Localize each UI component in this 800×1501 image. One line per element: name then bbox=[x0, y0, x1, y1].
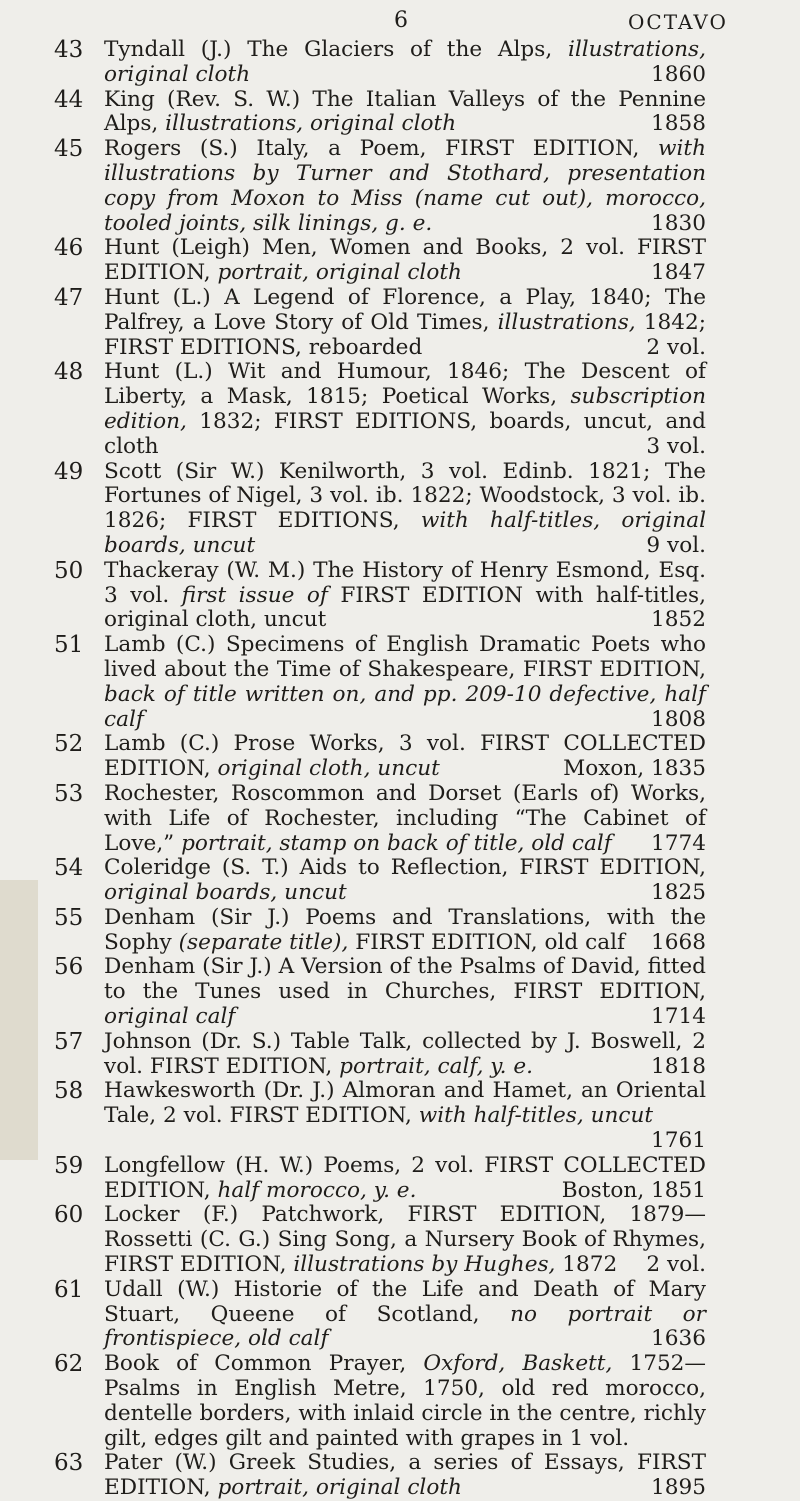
lot-title: Longfellow (H. W.) Poems, 2 vol. FIRST COLLECTED EDITION, bbox=[104, 1152, 706, 1203]
lot-condition: (separate title), bbox=[178, 929, 349, 955]
lot-number: 49 bbox=[54, 458, 84, 485]
lot-title: Lamb (C.) Prose Works, 3 vol. FIRST COLLECTED EDITION, bbox=[104, 731, 706, 782]
lot-description bbox=[104, 906, 706, 956]
lot-title: Hunt (L.) A Legend of Florence, a Play, 1840; The Palfrey, a Love Story of Old Times, bbox=[104, 284, 706, 335]
running-head: OCTAVO bbox=[628, 10, 728, 34]
lot-description bbox=[104, 856, 706, 906]
lot-date: 1830 bbox=[651, 210, 706, 236]
lot-number: 62 bbox=[54, 1351, 84, 1378]
lot-date: 1858 bbox=[651, 111, 706, 137]
lot-condition: half morocco, y. e. bbox=[217, 1177, 417, 1203]
lot-entry bbox=[0, 1352, 800, 1451]
lot-number: 50 bbox=[54, 557, 84, 584]
lot-condition: subscription edition, bbox=[104, 384, 706, 434]
lot-condition: original cloth, uncut bbox=[217, 756, 440, 782]
lot-description bbox=[104, 1154, 706, 1204]
lot-details: 1832; FIRST EDITIONS, boards, uncut, and cloth bbox=[104, 408, 706, 459]
lot-description bbox=[104, 1079, 706, 1153]
lot-date: 1761 bbox=[651, 1128, 706, 1154]
lot-description bbox=[104, 1278, 706, 1352]
lot-description bbox=[104, 360, 706, 459]
lot-entry bbox=[0, 88, 800, 138]
lot-details: FIRST EDITION with half-titles, original cloth, uncut bbox=[104, 582, 706, 633]
lot-entry bbox=[0, 1030, 800, 1080]
lot-entry bbox=[0, 955, 800, 1029]
lot-title: Hawkesworth (Dr. J.) Almoran and Hamet, an Oriental Tale, 2 vol. FIRST EDITION, bbox=[104, 1078, 706, 1129]
lot-number: 58 bbox=[54, 1078, 84, 1105]
lot-title: Tyndall (J.) The Glaciers of the Alps, bbox=[104, 37, 568, 62]
lot-title: Book of Common Prayer, bbox=[104, 1351, 424, 1377]
lot-condition: portrait, stamp on back of title, old calf bbox=[181, 830, 612, 856]
lot-entry bbox=[0, 856, 800, 906]
lot-title: Johnson (Dr. S.) Table Talk, collected by J. Boswell, 2 vol. FIRST EDITION, bbox=[104, 1028, 706, 1079]
lot-title: Hunt (Leigh) Men, Women and Books, 2 vol. FIRST EDITION, bbox=[104, 235, 706, 286]
lot-title: Locker (F.) Patchwork, FIRST EDITION, 1879—Rossetti (C. G.) Sing Song, a Nursery Book of Rhymes, FIRST EDITION, bbox=[104, 1202, 706, 1278]
lot-title: Thackeray (W. M.) The History of Henry Esmond, Esq. 3 vol. bbox=[104, 557, 706, 608]
lot-title: Hunt (L.) Wit and Humour, 1846; The Descent of Liberty, a Mask, 1815; Poetical Works, bbox=[104, 359, 706, 410]
lot-description bbox=[104, 1203, 706, 1277]
lot-description bbox=[104, 1352, 706, 1451]
lot-entry bbox=[0, 1079, 800, 1153]
lot-date: 1847 bbox=[651, 260, 706, 286]
lot-entry bbox=[0, 137, 800, 236]
lot-condition: Oxford, Baskett, bbox=[423, 1351, 613, 1377]
lot-details: 1842; FIRST EDITIONS, reboarded bbox=[104, 309, 707, 360]
catalogue-lots bbox=[0, 38, 800, 1501]
lot-entry bbox=[0, 906, 800, 956]
lot-entry bbox=[0, 360, 800, 459]
lot-date: 1852 bbox=[651, 607, 706, 633]
lot-number: 47 bbox=[54, 284, 84, 311]
lot-title: Lamb (C.) Specimens of English Dramatic Poets who lived about the Time of Shakespeare, FIRST EDITION, bbox=[104, 632, 706, 682]
lot-condition: portrait, original cloth bbox=[217, 1475, 462, 1501]
lot-number: 52 bbox=[54, 731, 84, 758]
lot-description bbox=[104, 460, 706, 559]
lot-description bbox=[104, 955, 706, 1029]
lot-description bbox=[104, 1451, 706, 1501]
lot-condition: illustrations by Hughes, bbox=[293, 1252, 556, 1278]
lot-details: FIRST EDITION, old calf bbox=[348, 929, 625, 955]
lot-number: 60 bbox=[54, 1202, 84, 1229]
lot-entry bbox=[0, 1278, 800, 1352]
lot-number: 57 bbox=[54, 1028, 84, 1055]
lot-description bbox=[104, 137, 706, 236]
lot-number: 56 bbox=[54, 954, 84, 981]
lot-description bbox=[104, 38, 706, 88]
lot-number: 43 bbox=[54, 37, 84, 63]
lot-condition: original calf bbox=[104, 1004, 236, 1030]
lot-entry bbox=[0, 732, 800, 782]
lot-title: Udall (W.) Historie of the Life and Death of Mary Stuart, Queene of Scotland, bbox=[104, 1276, 706, 1327]
lot-entry bbox=[0, 236, 800, 286]
lot-entry bbox=[0, 633, 800, 732]
lot-condition: illustrations, bbox=[497, 309, 636, 335]
lot-description bbox=[104, 633, 706, 732]
lot-number: 61 bbox=[54, 1276, 84, 1303]
lot-number: 53 bbox=[54, 780, 84, 807]
lot-condition: with half-titles, uncut bbox=[418, 1103, 654, 1129]
lot-entry bbox=[0, 559, 800, 633]
lot-condition: illustrations, original cloth bbox=[104, 37, 706, 87]
lot-entry bbox=[0, 1154, 800, 1204]
lot-date: 1668 bbox=[651, 929, 706, 955]
lot-condition: original boards, uncut bbox=[104, 880, 347, 906]
lot-entry bbox=[0, 286, 800, 360]
lot-title: Denham (Sir J.) A Version of the Psalms of David, fitted to the Tunes used in Churches, FIRST EDITION, bbox=[104, 954, 706, 1005]
lot-date: 1818 bbox=[651, 1053, 706, 1079]
lot-description bbox=[104, 286, 706, 360]
lot-date: 2 vol. bbox=[646, 1252, 706, 1278]
lot-date: 1895 bbox=[651, 1475, 706, 1501]
page-header bbox=[0, 8, 800, 38]
lot-condition: back of title written on, and pp. 209-10 defective, half calf bbox=[104, 681, 706, 732]
lot-entry bbox=[0, 38, 800, 88]
lot-condition: portrait, calf, y. e. bbox=[339, 1053, 534, 1079]
page-number: 6 bbox=[394, 8, 408, 33]
lot-number: 55 bbox=[54, 904, 84, 931]
lot-title: King (Rev. S. W.) The Italian Valleys of the Pennine Alps, bbox=[104, 86, 706, 137]
lot-description bbox=[104, 559, 706, 633]
lot-title: Coleridge (S. T.) Aids to Reflection, FIRST EDITION, bbox=[104, 855, 706, 881]
lot-date: 1636 bbox=[651, 1326, 706, 1352]
lot-entry bbox=[0, 782, 800, 856]
lot-condition: portrait, original cloth bbox=[217, 260, 462, 286]
lot-details: 1872 bbox=[555, 1252, 618, 1278]
lot-number: 51 bbox=[54, 632, 84, 659]
lot-date: 1774 bbox=[651, 830, 706, 856]
lot-title: Rochester, Roscommon and Dorset (Earls of) Works, with Life of Rochester, including “The Cabinet of Love,” bbox=[104, 780, 706, 856]
lot-date: Moxon, 1835 bbox=[563, 756, 706, 782]
lot-entry bbox=[0, 1203, 800, 1277]
lot-condition: first issue of bbox=[181, 582, 328, 608]
lot-condition: illustrations, original cloth bbox=[165, 111, 457, 137]
lot-title: Scott (Sir W.) Kenilworth, 3 vol. Edinb. 1821; The Fortunes of Nigel, 3 vol. ib. 1822; Woodstock, 3 vol. ib. 1826; FIRST EDITIONS, bbox=[104, 458, 706, 534]
lot-number: 59 bbox=[54, 1152, 84, 1179]
lot-date: 1860 bbox=[651, 61, 706, 87]
lot-description bbox=[104, 1030, 706, 1080]
lot-entry bbox=[0, 1451, 800, 1501]
lot-number: 63 bbox=[54, 1450, 84, 1477]
lot-number: 54 bbox=[54, 855, 84, 882]
lot-description bbox=[104, 236, 706, 286]
lot-condition: with illustrations by Turner and Stothard, presentation copy from Moxon to Miss (name cut out), morocco, tooled joints, silk linings, g. e. bbox=[104, 136, 706, 236]
lot-date: 9 vol. bbox=[646, 532, 706, 558]
lot-date: Boston, 1851 bbox=[561, 1177, 706, 1203]
lot-condition: no portrait or frontispiece, old calf bbox=[104, 1301, 706, 1352]
lot-date: 1714 bbox=[651, 1004, 706, 1030]
lot-details: 1752—Psalms in English Metre, 1750, old red morocco, dentelle borders, with inlaid circle in the centre, richly gilt, edges gilt and painted with grapes in 1 vol. bbox=[104, 1351, 707, 1451]
lot-date: 1825 bbox=[651, 880, 706, 906]
lot-number: 44 bbox=[54, 86, 84, 113]
lot-title: Denham (Sir J.) Poems and Translations, with the Sophy bbox=[104, 904, 706, 955]
lot-description bbox=[104, 732, 706, 782]
lot-number: 48 bbox=[54, 359, 84, 386]
lot-number: 46 bbox=[54, 235, 84, 262]
lot-entry bbox=[0, 460, 800, 559]
lot-description bbox=[104, 782, 706, 856]
lot-date: 2 vol. bbox=[646, 334, 706, 360]
lot-title: Rogers (S.) Italy, a Poem, FIRST EDITION, bbox=[104, 136, 659, 162]
lot-date: 3 vol. bbox=[646, 433, 706, 459]
lot-date: 1808 bbox=[651, 706, 706, 732]
lot-condition: with half-titles, original boards, uncut bbox=[104, 508, 706, 558]
lot-number: 45 bbox=[54, 136, 84, 163]
lot-title: Pater (W.) Greek Studies, a series of Essays, FIRST EDITION, bbox=[104, 1450, 706, 1501]
lot-description bbox=[104, 88, 706, 138]
